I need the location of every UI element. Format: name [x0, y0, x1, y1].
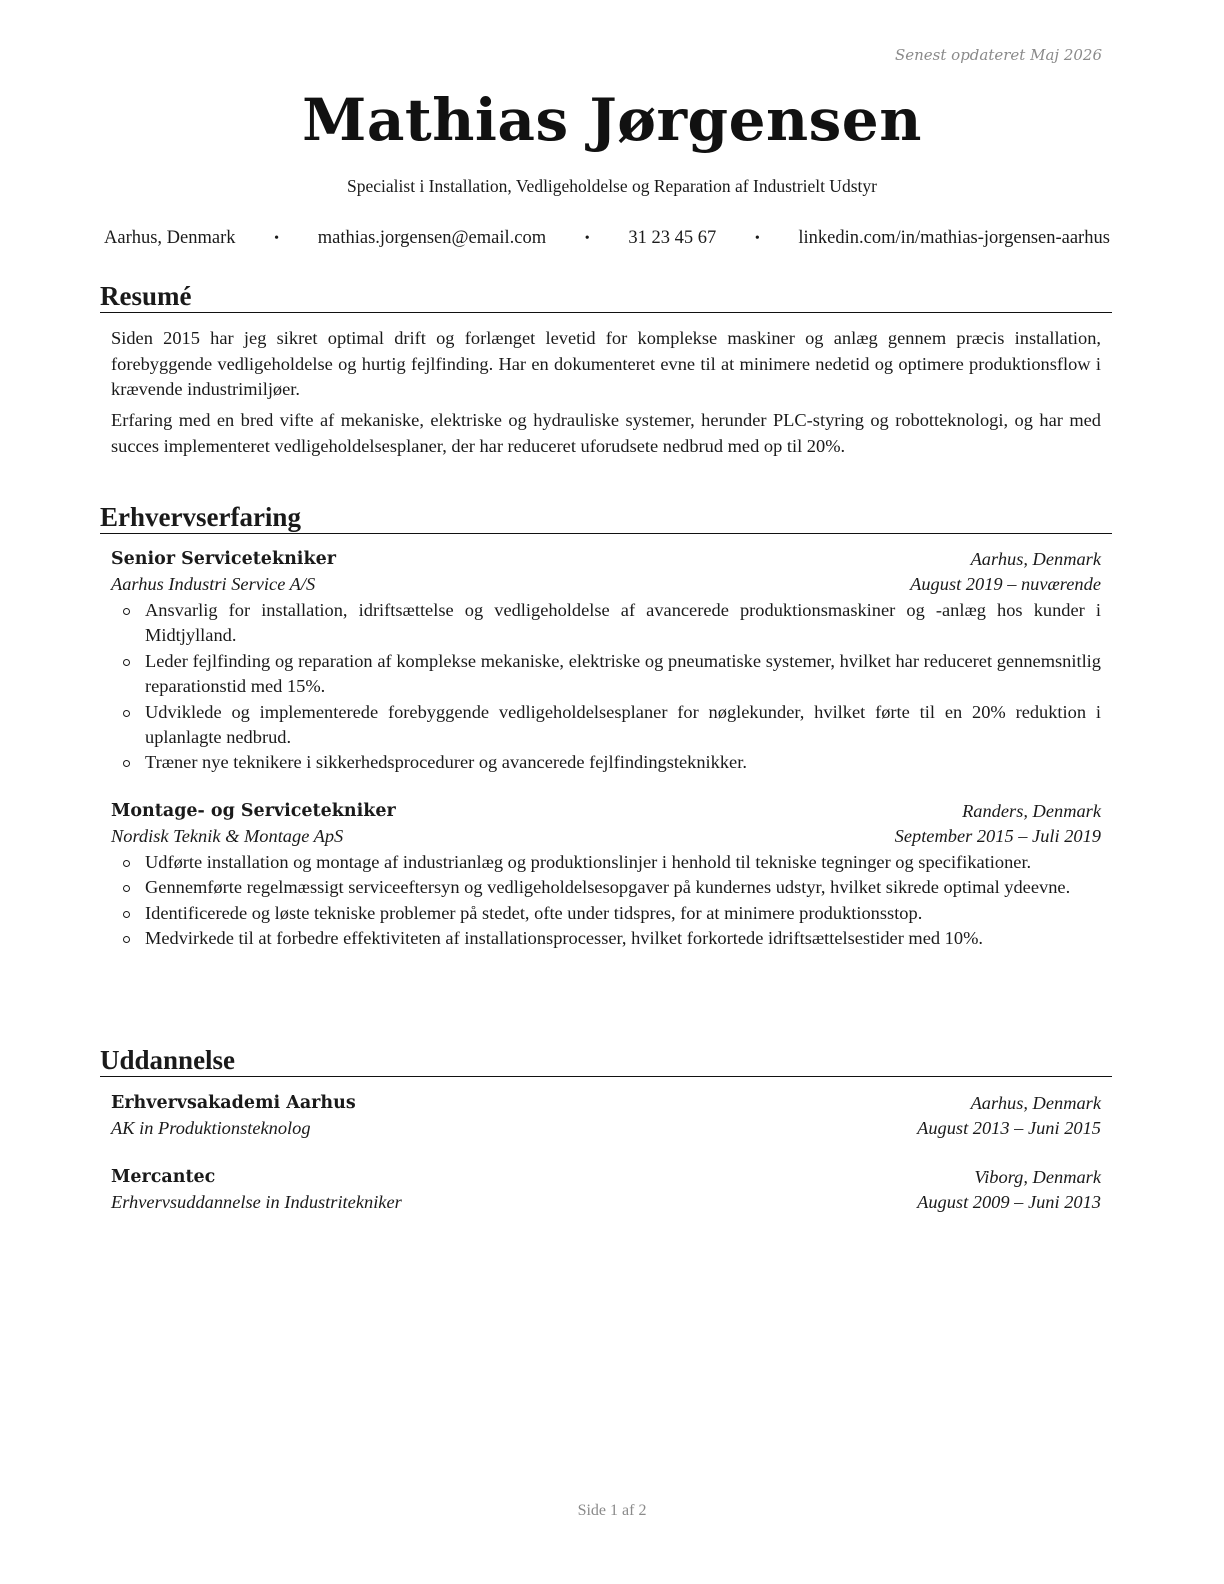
list-item: Træner nye teknikere i sikkerhedsprocedurer og avancerede fejlfindingsteknikker.	[111, 750, 1101, 775]
list-item: Leder fejlfinding og reparation af komplekse mekaniske, elektriske og pneumatiske systemer, hvilket har reduceret gennemsnitlig reparationstid med 15%.	[111, 649, 1101, 700]
last-updated: Senest opdateret Maj 2026	[894, 46, 1102, 64]
list-item: Medvirkede til at forbedre effektiviteten af installationsprocesser, hvilket forkortede idriftsættelsestider med 10%.	[111, 926, 1101, 951]
school-name: Mercantec	[111, 1167, 216, 1187]
bullet-separator: •	[274, 230, 280, 246]
school-header	[111, 1165, 1101, 1190]
contact-linkedin[interactable]: linkedin.com/in/mathias-jorgensen-aarhus	[798, 228, 1110, 248]
job-subheader	[111, 572, 1101, 597]
bullet-separator: •	[754, 230, 760, 246]
summary-paragraph: Siden 2015 har jeg sikret optimal drift og forlænget levetid for komplekse maskiner og anlæg gennem præcis installation, forebyggende vedligeholdelse og hurtig fejlfinding. Har en dokumenteret evne til at minimere nedetid og optimere produktionsflow i krævende industrimiljøer.	[111, 328, 1101, 400]
job-company: Aarhus Industri Service A/S	[111, 574, 316, 594]
job-period: September 2015 – Juli 2019	[894, 826, 1101, 846]
job-bullets	[111, 598, 1101, 776]
school-name: Erhvervsakademi Aarhus	[111, 1093, 356, 1113]
list-item: Identificerede og løste tekniske problemer på stedet, ofte under tidspres, for at minimere produktionsstop.	[111, 901, 1101, 926]
school-degree: AK in Produktionsteknolog	[111, 1118, 311, 1138]
list-item: Gennemførte regelmæssigt serviceeftersyn og vedligeholdelsesopgaver på kundernes udstyr, hvilket sikrede optimal ydeevne.	[111, 875, 1101, 900]
job-role: Montage- og Servicetekniker	[111, 801, 396, 821]
school-period: August 2013 – Juni 2015	[917, 1118, 1101, 1138]
list-item: Ansvarlig for installation, idriftsættelse og vedligeholdelse af avancerede produktionsmaskiner og -anlæg hos kunder i Midtjylland.	[111, 598, 1101, 649]
school-location: Aarhus, Denmark	[970, 1093, 1101, 1113]
contact-bar	[104, 228, 1110, 249]
page-number: Side 1 af 2	[577, 1502, 647, 1519]
bullet-separator: •	[584, 230, 590, 246]
job-header	[111, 547, 1101, 572]
list-item: Udviklede og implementerede forebyggende vedligeholdelsesplaner for nøglekunder, hvilket førte til en 20% reduktion i uplanlagte nedbrud.	[111, 700, 1101, 751]
school-location: Viborg, Denmark	[974, 1167, 1101, 1187]
school-subheader	[111, 1116, 1101, 1141]
school-header	[111, 1091, 1101, 1116]
job-role: Senior Servicetekniker	[111, 549, 336, 569]
job-location: Randers, Denmark	[962, 801, 1101, 821]
job-company: Nordisk Teknik & Montage ApS	[111, 826, 344, 846]
list-item: Udførte installation og montage af industrianlæg og produktionslinjer i henhold til tekniske tegninger og specifikationer.	[111, 850, 1101, 875]
job-subheader	[111, 824, 1101, 849]
job-period: August 2019 – nuværende	[910, 574, 1101, 594]
tagline: Specialist i Installation, Vedligeholdelse og Reparation af Industrielt Udstyr	[347, 176, 877, 196]
candidate-name: Mathias Jørgensen	[302, 86, 922, 154]
job-header	[111, 799, 1101, 824]
school-subheader	[111, 1190, 1101, 1215]
school-period: August 2009 – Juni 2013	[917, 1192, 1101, 1212]
summary-paragraph: Erfaring med en bred vifte af mekaniske, elektriske og hydrauliske systemer, herunder PLC-styring og robotteknologi, og har med succes implementeret vedligeholdelsesplaner, der har reduceret uforudsete nedbrud med op til 20%.	[111, 410, 1101, 456]
section-title-summary: Resumé	[100, 280, 1112, 313]
job-location: Aarhus, Denmark	[970, 549, 1101, 569]
contact-location: Aarhus, Denmark	[104, 228, 236, 248]
contact-email[interactable]: mathias.jorgensen@email.com	[317, 228, 547, 248]
section-title-experience: Erhvervserfaring	[100, 501, 1112, 534]
job-bullets	[111, 850, 1101, 952]
school-degree: Erhvervsuddannelse in Industritekniker	[111, 1192, 402, 1212]
contact-phone: 31 23 45 67	[628, 228, 717, 248]
section-title-education: Uddannelse	[100, 1044, 1112, 1077]
